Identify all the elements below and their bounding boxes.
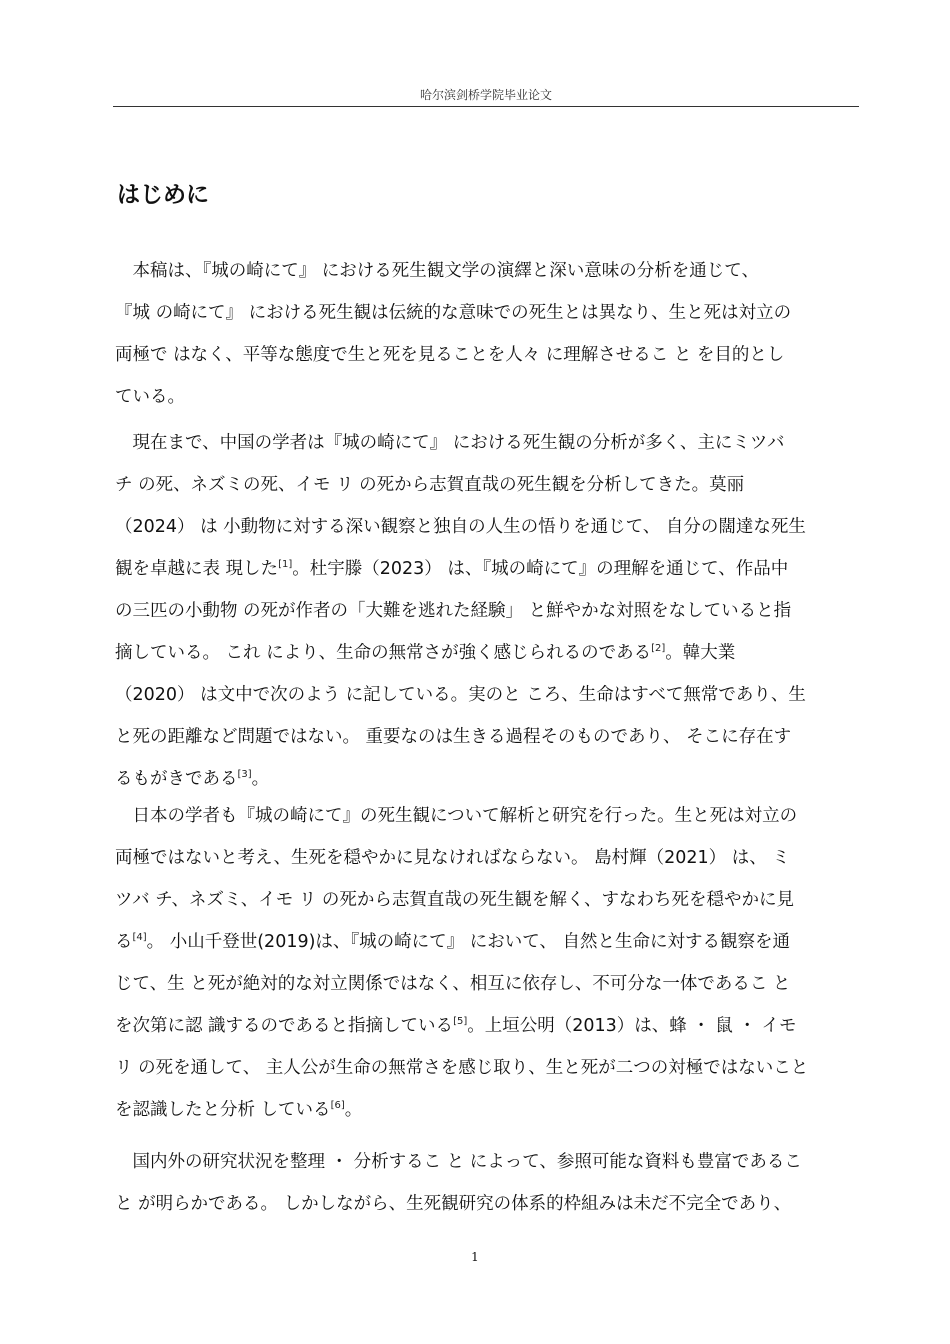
paragraph-4 bbox=[115, 1141, 865, 1225]
citation-ref: [5] bbox=[453, 1016, 468, 1028]
line-text: を次第に認 識するのであると指摘している bbox=[115, 1016, 454, 1036]
text-line bbox=[115, 716, 865, 758]
line-text: 本稿は、『城の崎にて』 における死生観文学の演繹と深い意味の分析を通じて、 bbox=[115, 261, 759, 281]
line-text-after: 。韓大業 bbox=[665, 643, 736, 663]
line-text-after: 。杜宇滕（2023） は、『城の崎にて』の理解を通じて、作品中 bbox=[292, 559, 789, 579]
citation-ref: [4] bbox=[132, 932, 147, 944]
page-number: 1 bbox=[471, 1250, 479, 1264]
section-title: はじめに bbox=[117, 182, 209, 208]
line-text: ツバ チ、ネズミ、イモ リ の死から志賀直哉の死生観を解く、すなわち死を穏やかに見 bbox=[115, 890, 795, 910]
line-text: と死の距離など問題ではない。 重要なのは生きる過程そのものであり、 そこに存在す bbox=[115, 727, 792, 747]
text-line bbox=[115, 837, 865, 879]
text-line bbox=[115, 879, 865, 921]
text-line bbox=[115, 795, 865, 837]
text-line bbox=[115, 334, 865, 376]
header-rule bbox=[113, 106, 859, 107]
line-text: る bbox=[115, 932, 133, 952]
citation-ref: [1] bbox=[278, 559, 293, 571]
text-line bbox=[115, 422, 865, 464]
text-line bbox=[115, 292, 865, 334]
line-text-after: 。 小山千登世(2019)は、『城の崎にて』 において、 自然と生命に対する観察を通 bbox=[146, 932, 790, 952]
text-line bbox=[115, 1047, 865, 1089]
line-text: と が明らかである。 しかしながら、生死観研究の体系的枠組みは未だ不完全であり、 bbox=[115, 1194, 792, 1214]
text-line bbox=[115, 921, 865, 963]
line-text: 両極ではないと考え、生死を穏やかに見なければならない。 島村輝（2021） は、 ミ bbox=[115, 848, 790, 868]
text-line bbox=[115, 464, 865, 506]
line-text: （2020） は文中で次のよう に記している。実のと ころ、生命はすべて無常であり、生 bbox=[115, 685, 806, 705]
line-text: 日本の学者も『城の崎にて』の死生観について解析と研究を行った。生と死は対立の bbox=[115, 806, 798, 826]
text-line bbox=[115, 250, 865, 292]
text-line bbox=[115, 590, 865, 632]
line-text-after: 。 bbox=[251, 769, 270, 789]
text-line bbox=[115, 632, 865, 674]
line-text-after: 。 bbox=[344, 1100, 363, 1120]
text-line bbox=[115, 1141, 865, 1183]
line-text: 現在まで、中国の学者は『城の崎にて』 における死生観の分析が多く、主にミツバ bbox=[115, 433, 785, 453]
text-line bbox=[115, 548, 865, 590]
line-text: リ の死を通して、 主人公が生命の無常さを感じ取り、生と死が二つの対極ではないこと bbox=[115, 1058, 809, 1078]
line-text: 観を卓越に表 現した bbox=[115, 559, 279, 579]
text-line bbox=[115, 1005, 865, 1047]
line-text: （2024） は 小動物に対する深い観察と独自の人生の悟りを通じて、 自分の闊達な死生 bbox=[115, 517, 806, 537]
line-text: 『城 の崎にて』 における死生観は伝統的な意味での死生とは異なり、生と死は対立の bbox=[115, 303, 792, 323]
text-line bbox=[115, 1183, 865, 1225]
line-text: じて、生 と死が絶対的な対立関係ではなく、相互に依存し、不可分な一体であるこ と bbox=[115, 974, 791, 994]
citation-ref: [3] bbox=[237, 769, 252, 781]
paragraph-1 bbox=[115, 250, 865, 418]
text-line bbox=[115, 376, 865, 418]
line-text: るもがきである bbox=[115, 769, 238, 789]
line-text: 国内外の研究状況を整理 ・ 分析するこ と によって、参照可能な資料も豊富であるこ bbox=[115, 1152, 802, 1172]
line-text: 摘している。 これ により、生命の無常さが強く感じられるのである bbox=[115, 643, 652, 663]
line-text: の三匹の小動物 の死が作者の「大難を逃れた経験」 と鮮やかな対照をなしていると指 bbox=[115, 601, 792, 621]
citation-ref: [6] bbox=[330, 1100, 345, 1112]
text-line bbox=[115, 963, 865, 1005]
text-line bbox=[115, 674, 865, 716]
paragraph-3 bbox=[115, 795, 865, 1131]
citation-ref: [2] bbox=[651, 643, 666, 655]
line-text: チ の死、ネズミの死、イモ リ の死から志賀直哉の死生観を分析してきた。莫丽 bbox=[115, 475, 745, 495]
line-text: 両極で はなく、平等な態度で生と死を見ることを人々 に理解させるこ と を目的とし bbox=[115, 345, 785, 365]
paragraph-2 bbox=[115, 422, 865, 800]
page-header: 哈尔滨剑桥学院毕业论文 bbox=[419, 88, 552, 102]
line-text: を認識したと分析 している bbox=[115, 1100, 331, 1120]
text-line bbox=[115, 1089, 865, 1131]
line-text: ている。 bbox=[115, 387, 185, 407]
text-line bbox=[115, 506, 865, 548]
text-line bbox=[115, 758, 865, 800]
line-text-after: 。上垣公明（2013）は、蜂 ・ 鼠 ・ イモ bbox=[467, 1016, 797, 1036]
